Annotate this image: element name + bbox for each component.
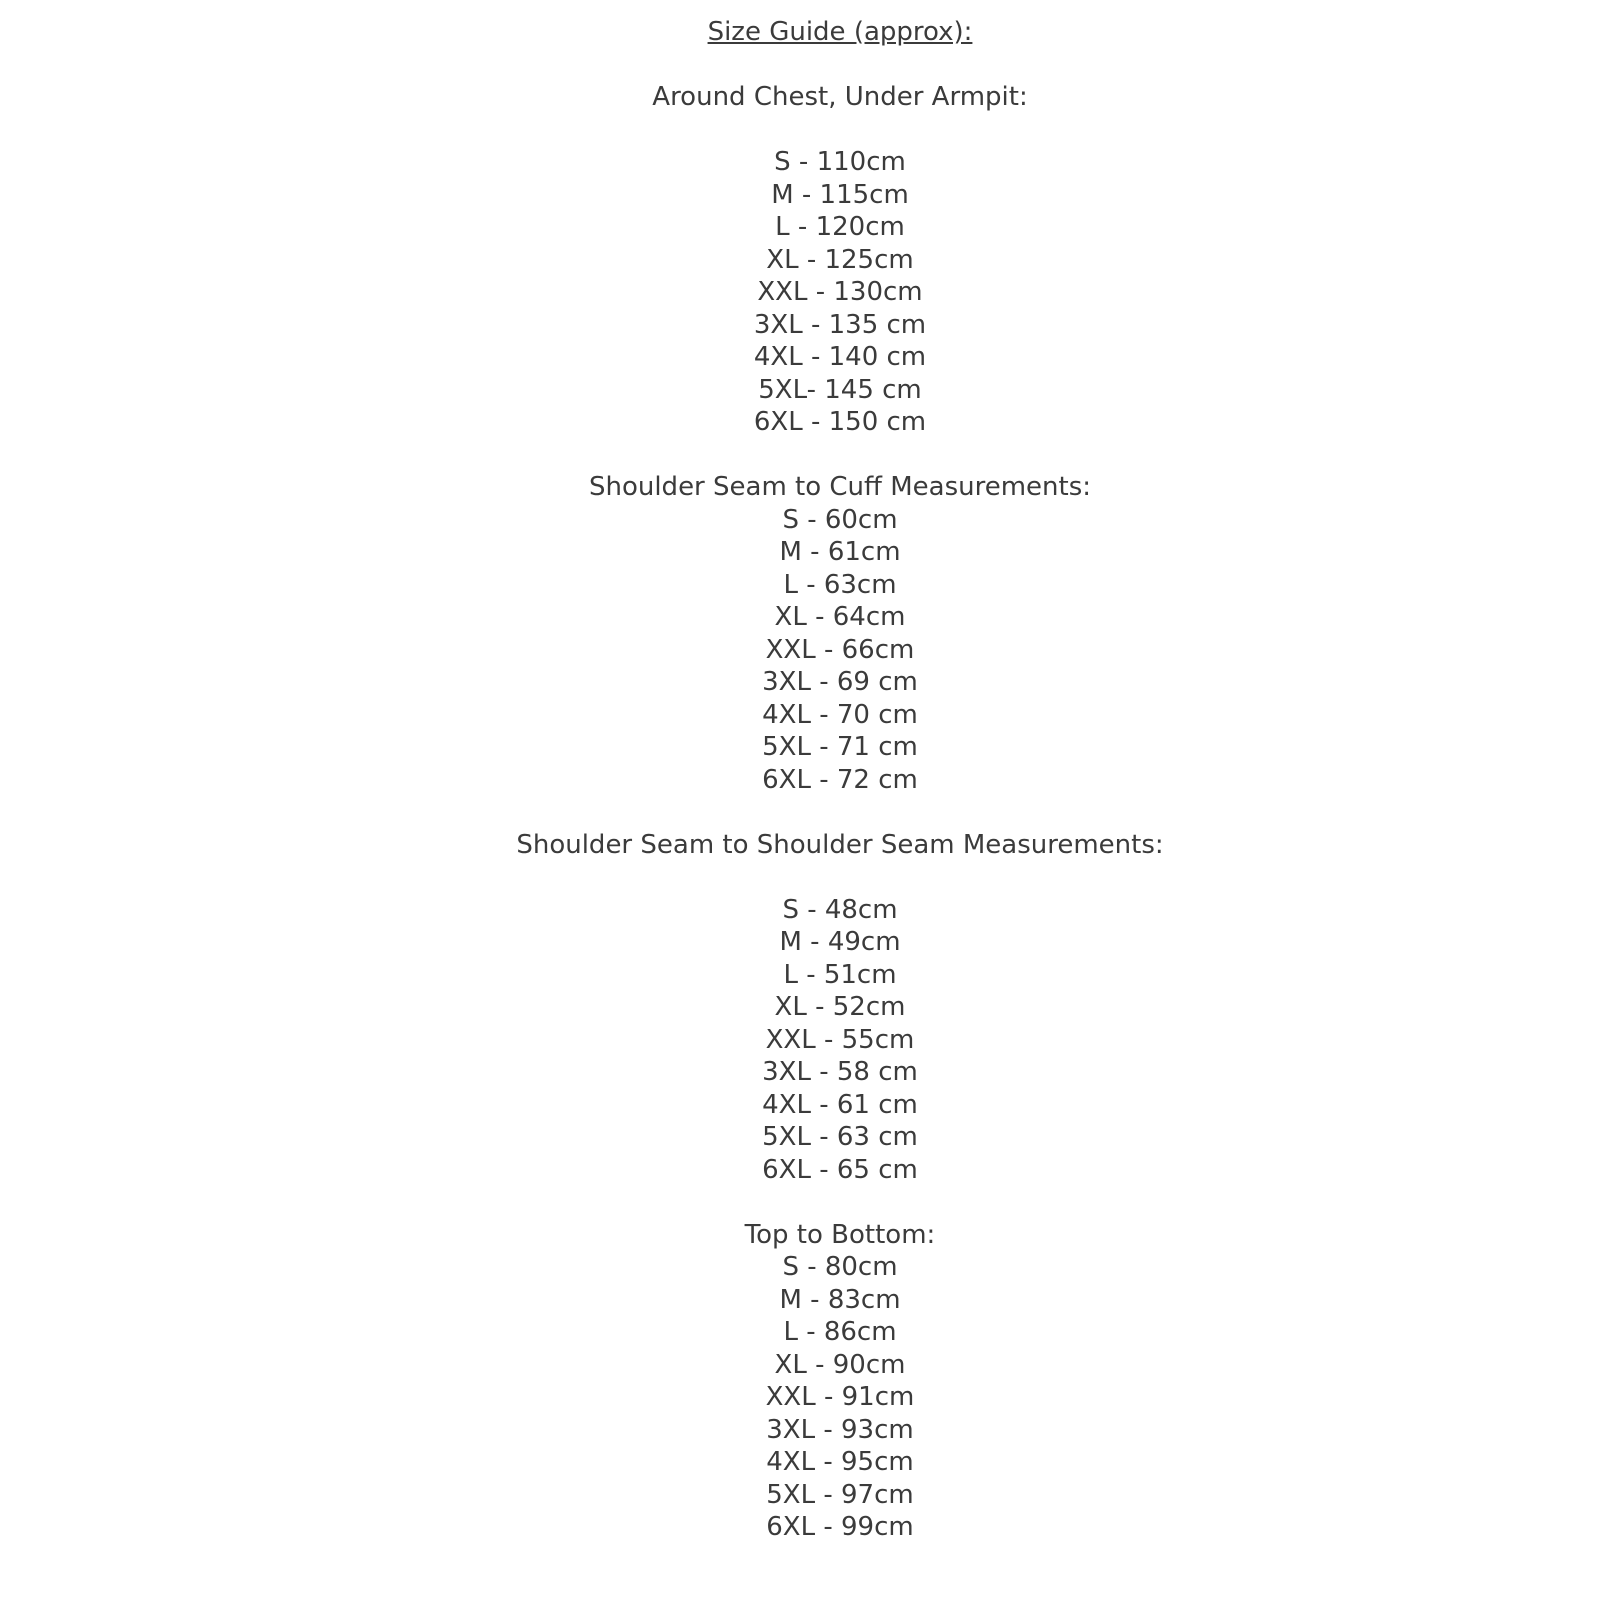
measurement-item: S - 110cm	[774, 147, 906, 177]
size-section	[80, 1219, 1600, 1544]
measurement-item: 4XL - 95cm	[766, 1447, 914, 1477]
measurement-item: M - 115cm	[771, 179, 909, 210]
measurement-item: S - 60cm	[782, 504, 898, 535]
sections-container	[80, 81, 1600, 1544]
measurement-item: XL - 125cm	[766, 244, 914, 275]
measurement-item: 3XL - 69 cm	[762, 667, 918, 697]
measurement-item: L - 51cm	[783, 959, 897, 990]
measurement-item: L - 86cm	[783, 1317, 897, 1347]
section-heading: Shoulder Seam to Cuff Measurements:	[588, 472, 1092, 502]
section-heading: Top to Bottom:	[744, 1219, 936, 1250]
measurement-item: 3XL - 58 cm	[762, 1057, 918, 1087]
measurement-item: 5XL - 63 cm	[762, 1122, 918, 1152]
measurement-item: XXL - 55cm	[765, 1024, 915, 1055]
measurement-item: XXL - 130cm	[757, 277, 923, 307]
measurement-item: S - 80cm	[782, 1252, 898, 1282]
measurement-item: XL - 64cm	[774, 602, 906, 632]
measurement-item: 4XL - 70 cm	[762, 699, 918, 730]
section-heading: Around Chest, Under Armpit:	[652, 82, 1028, 112]
measurement-item: M - 83cm	[779, 1284, 901, 1315]
measurement-item: 3XL - 135 cm	[753, 309, 927, 340]
measurement-item: M - 61cm	[779, 537, 901, 567]
size-section	[80, 471, 1600, 796]
size-section	[80, 829, 1600, 1187]
measurement-item: 5XL - 71 cm	[762, 732, 918, 762]
page-title: Size Guide (approx):	[707, 17, 973, 47]
measurement-item: S - 48cm	[782, 894, 898, 925]
measurement-item: 4XL - 140 cm	[753, 342, 927, 372]
measurement-item: 5XL - 97cm	[766, 1479, 914, 1510]
measurement-item: L - 120cm	[775, 212, 905, 242]
measurement-item: XL - 52cm	[774, 992, 906, 1022]
measurement-item: 6XL - 72 cm	[762, 764, 918, 795]
measurement-item: 3XL - 93cm	[766, 1414, 914, 1445]
measurement-item: XXL - 91cm	[765, 1382, 915, 1412]
section-heading: Shoulder Seam to Shoulder Seam Measurements:	[516, 829, 1164, 860]
measurement-item: L - 63cm	[783, 569, 897, 600]
size-section	[80, 81, 1600, 439]
measurement-item: 4XL - 61 cm	[762, 1089, 918, 1120]
measurement-item: XL - 90cm	[774, 1349, 906, 1380]
measurement-item: 5XL- 145 cm	[758, 374, 922, 405]
measurement-item: 6XL - 150 cm	[753, 407, 927, 437]
measurement-item: XXL - 66cm	[765, 634, 915, 665]
measurement-item: 6XL - 99cm	[766, 1512, 914, 1542]
measurement-item: 6XL - 65 cm	[762, 1154, 918, 1185]
measurement-item: M - 49cm	[779, 927, 901, 957]
